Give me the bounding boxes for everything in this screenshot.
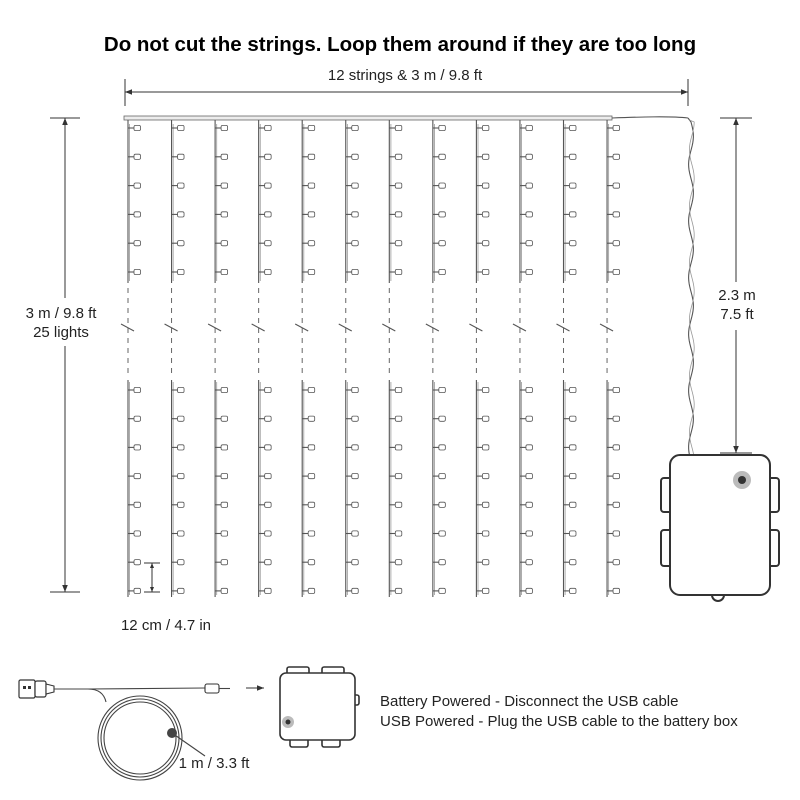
bulb-lamp	[439, 560, 446, 565]
light-string	[252, 120, 272, 597]
bulb-lamp	[526, 154, 533, 159]
usb-plug-hole	[28, 686, 31, 689]
bulb-lamp	[570, 445, 577, 450]
bulb-lamp	[221, 387, 228, 392]
bulb-lamp	[526, 531, 533, 536]
bulb-lamp	[439, 269, 446, 274]
bulb-lamp	[526, 212, 533, 217]
usb-plug-housing	[35, 681, 46, 697]
usb-cable	[19, 680, 250, 780]
bulb-lamp	[221, 183, 228, 188]
bulb-lamp	[134, 183, 141, 188]
bulb-lamp	[395, 125, 402, 130]
bulb-lamp	[134, 588, 141, 593]
bulb-lamp	[221, 474, 228, 479]
bulb-lamp	[395, 241, 402, 246]
usb-plug-hole	[23, 686, 26, 689]
bulb-lamp	[265, 387, 272, 392]
diagram-title: Do not cut the strings. Loop them around if they are too long	[103, 33, 697, 56]
bulb-lamp	[570, 154, 577, 159]
lead-length-imperial-label: 7.5 ft	[720, 306, 754, 323]
bulb-lamp	[395, 183, 402, 188]
bulb-lamp	[352, 154, 359, 159]
usb-powered-note: USB Powered - Plug the USB cable to the battery box	[380, 713, 738, 730]
bulb-lamp	[265, 502, 272, 507]
bulb-lamp	[178, 269, 185, 274]
bulb-lamp	[134, 241, 141, 246]
bulb-lamp	[265, 212, 272, 217]
bulb-lamp	[352, 474, 359, 479]
bulb-lamp	[613, 387, 620, 392]
light-string	[513, 120, 533, 597]
bulb-lamp	[395, 416, 402, 421]
cable-length-leader	[172, 733, 205, 756]
bulb-lamp	[570, 241, 577, 246]
bulb-lamp	[178, 445, 185, 450]
bulb-lamp	[221, 241, 228, 246]
bulb-lamp	[352, 125, 359, 130]
bulb-lamp	[482, 125, 489, 130]
bulb-lamp	[526, 269, 533, 274]
bulb-lamp	[352, 416, 359, 421]
height-label: 3 m / 9.8 ft	[25, 305, 97, 322]
battery-box-icon	[661, 455, 779, 601]
bulb-lamp	[265, 269, 272, 274]
light-strings	[121, 120, 620, 597]
bulb-lamp	[570, 560, 577, 565]
bulb-lamp	[308, 531, 315, 536]
bulb-lamp	[265, 560, 272, 565]
bulb-lamp	[308, 560, 315, 565]
bulb-lamp	[482, 474, 489, 479]
bulb-lamp	[482, 241, 489, 246]
usb-cable-straight	[88, 688, 205, 689]
bulb-lamp	[178, 212, 185, 217]
bulb-lamp	[221, 269, 228, 274]
light-string	[295, 120, 315, 597]
bulb-lamp	[265, 125, 272, 130]
bulb-lamp	[613, 474, 620, 479]
bulb-spacing-dimension	[121, 563, 211, 634]
bulb-lamp	[395, 588, 402, 593]
bulb-lamp	[308, 502, 315, 507]
light-string	[382, 120, 402, 597]
bulb-lamp	[178, 474, 185, 479]
bulb-lamp	[482, 588, 489, 593]
top-rod	[124, 116, 612, 120]
bulb-lamp	[613, 212, 620, 217]
bulb-lamp	[439, 416, 446, 421]
bulb-lamp	[134, 269, 141, 274]
bulb-lamp	[526, 241, 533, 246]
usb-cable-lead	[54, 689, 106, 702]
bulb-lamp	[352, 387, 359, 392]
bulb-lamp	[395, 560, 402, 565]
bulb-lamp	[221, 588, 228, 593]
bulb-lamp	[439, 241, 446, 246]
bulb-lamp	[613, 445, 620, 450]
bulb-lamp	[352, 445, 359, 450]
bulb-lamp	[265, 241, 272, 246]
bulb-lamp	[178, 502, 185, 507]
bulb-lamp	[265, 531, 272, 536]
bulb-lamp	[526, 588, 533, 593]
bulb-lamp	[221, 531, 228, 536]
bulb-lamp	[265, 416, 272, 421]
bulb-lamp	[308, 241, 315, 246]
bulb-lamp	[178, 416, 185, 421]
bulb-lamp	[134, 125, 141, 130]
bulb-lamp	[352, 588, 359, 593]
bulb-lamp	[395, 502, 402, 507]
bulb-lamp	[352, 502, 359, 507]
lead-cable	[688, 118, 694, 455]
lead-length-metric-label: 2.3 m	[718, 287, 756, 304]
bulb-lamp	[221, 416, 228, 421]
bulb-lamp	[221, 125, 228, 130]
bulb-lamp	[134, 445, 141, 450]
top-wire-extension	[612, 117, 688, 118]
bulb-lamp	[439, 588, 446, 593]
usb-plug-metal	[19, 680, 35, 698]
height-dimension	[26, 118, 98, 592]
bulb-lamp	[395, 387, 402, 392]
bulb-lamp	[439, 474, 446, 479]
bulb-lamp	[526, 416, 533, 421]
usb-plug-icon	[19, 680, 54, 698]
battery-powered-note: Battery Powered - Disconnect the USB cable	[380, 693, 679, 710]
bulb-lamp	[613, 125, 620, 130]
bulb-lamp	[134, 154, 141, 159]
bulb-lamp	[178, 387, 185, 392]
bulb-lamp	[613, 588, 620, 593]
bulb-lamp	[526, 560, 533, 565]
bulb-lamp	[613, 560, 620, 565]
bulb-lamp	[265, 183, 272, 188]
bulb-lamp	[134, 502, 141, 507]
top-wire	[124, 116, 688, 120]
bulb-lamp	[395, 445, 402, 450]
bulb-lamp	[265, 445, 272, 450]
bulb-lamp	[526, 474, 533, 479]
bulb-lamp	[570, 387, 577, 392]
bulb-lamp	[134, 416, 141, 421]
bulb-lamp	[439, 445, 446, 450]
bulb-lamp	[265, 474, 272, 479]
bulb-lamp	[613, 154, 620, 159]
bulb-lamp	[482, 387, 489, 392]
small-box-body	[280, 673, 355, 740]
bulb-lamp	[570, 531, 577, 536]
bulb-lamp	[526, 502, 533, 507]
light-string	[208, 120, 228, 597]
bulb-lamp	[613, 241, 620, 246]
bulb-lamp	[352, 212, 359, 217]
bulb-lamp	[482, 416, 489, 421]
bulb-lamp	[482, 502, 489, 507]
bulb-lamp	[482, 212, 489, 217]
bulb-lamp	[178, 241, 185, 246]
power-button-center	[738, 476, 746, 484]
usb-plug-strain-relief	[46, 684, 54, 694]
bulb-lamp	[482, 531, 489, 536]
usb-cable-coil	[104, 702, 176, 774]
bulb-lamp	[352, 269, 359, 274]
bulb-lamp	[221, 212, 228, 217]
light-string	[469, 120, 489, 597]
bulb-spacing-label: 12 cm / 4.7 in	[120, 617, 212, 634]
bulb-lamp	[482, 269, 489, 274]
bulb-lamp	[134, 387, 141, 392]
bulb-lamp	[308, 212, 315, 217]
bulb-lamp	[134, 531, 141, 536]
bulb-lamp	[570, 183, 577, 188]
bulb-lamp	[178, 183, 185, 188]
light-string	[426, 120, 446, 597]
lights-per-string-label: 25 lights	[33, 324, 89, 341]
bulb-lamp	[613, 531, 620, 536]
light-string	[600, 120, 620, 597]
bulb-lamp	[134, 474, 141, 479]
bulb-lamp	[482, 183, 489, 188]
bulb-lamp	[134, 212, 141, 217]
bulb-lamp	[439, 125, 446, 130]
bulb-lamp	[352, 531, 359, 536]
bulb-lamp	[221, 502, 228, 507]
bulb-lamp	[570, 212, 577, 217]
bulb-lamp	[308, 154, 315, 159]
bulb-lamp	[482, 560, 489, 565]
bulb-lamp	[439, 212, 446, 217]
bulb-lamp	[221, 560, 228, 565]
bulb-lamp	[570, 474, 577, 479]
bulb-lamp	[613, 183, 620, 188]
bulb-lamp	[308, 269, 315, 274]
bulb-lamp	[613, 416, 620, 421]
bulb-lamp	[439, 531, 446, 536]
bulb-lamp	[308, 445, 315, 450]
bulb-lamp	[178, 560, 185, 565]
bulb-lamp	[265, 588, 272, 593]
bulb-lamp	[526, 445, 533, 450]
bulb-lamp	[439, 502, 446, 507]
bulb-lamp	[308, 183, 315, 188]
bulb-lamp	[526, 125, 533, 130]
bulb-lamp	[395, 212, 402, 217]
bulb-lamp	[439, 154, 446, 159]
width-dimension	[125, 67, 688, 106]
light-string	[165, 120, 185, 597]
bulb-lamp	[178, 531, 185, 536]
bulb-lamp	[352, 560, 359, 565]
light-string	[557, 120, 577, 597]
bulb-lamp	[352, 241, 359, 246]
light-string	[121, 120, 141, 597]
usb-cable-coil	[98, 696, 182, 780]
bulb-lamp	[570, 502, 577, 507]
battery-box-body	[670, 455, 770, 595]
bulb-lamp	[352, 183, 359, 188]
small-box-button-center	[286, 720, 291, 725]
bulb-lamp	[439, 387, 446, 392]
bulb-lamp	[526, 183, 533, 188]
bulb-lamp	[221, 154, 228, 159]
bulb-lamp	[178, 154, 185, 159]
light-string	[339, 120, 359, 597]
usb-cable-length-label: 1 m / 3.3 ft	[178, 755, 250, 772]
bulb-lamp	[570, 416, 577, 421]
bulb-lamp	[395, 474, 402, 479]
bulb-lamp	[395, 531, 402, 536]
bulb-lamp	[308, 588, 315, 593]
bulb-lamp	[395, 154, 402, 159]
bulb-lamp	[570, 588, 577, 593]
battery-box-small-icon	[280, 667, 359, 747]
bulb-lamp	[570, 269, 577, 274]
bulb-lamp	[308, 474, 315, 479]
bulb-lamp	[526, 387, 533, 392]
lead-cable-dimension	[718, 118, 756, 453]
bulb-lamp	[482, 445, 489, 450]
usb-cable-connector	[205, 684, 219, 693]
bulb-lamp	[613, 269, 620, 274]
bulb-lamp	[308, 125, 315, 130]
bulb-lamp	[134, 560, 141, 565]
bulb-lamp	[570, 125, 577, 130]
bulb-lamp	[221, 445, 228, 450]
usb-cable-coil	[101, 699, 179, 777]
bulb-lamp	[308, 416, 315, 421]
bulb-lamp	[439, 183, 446, 188]
width-label: 12 strings & 3 m / 9.8 ft	[327, 67, 483, 84]
bulb-lamp	[482, 154, 489, 159]
bulb-lamp	[178, 588, 185, 593]
bulb-lamp	[308, 387, 315, 392]
bulb-lamp	[613, 502, 620, 507]
bulb-lamp	[265, 154, 272, 159]
bulb-lamp	[395, 269, 402, 274]
bulb-lamp	[178, 125, 185, 130]
